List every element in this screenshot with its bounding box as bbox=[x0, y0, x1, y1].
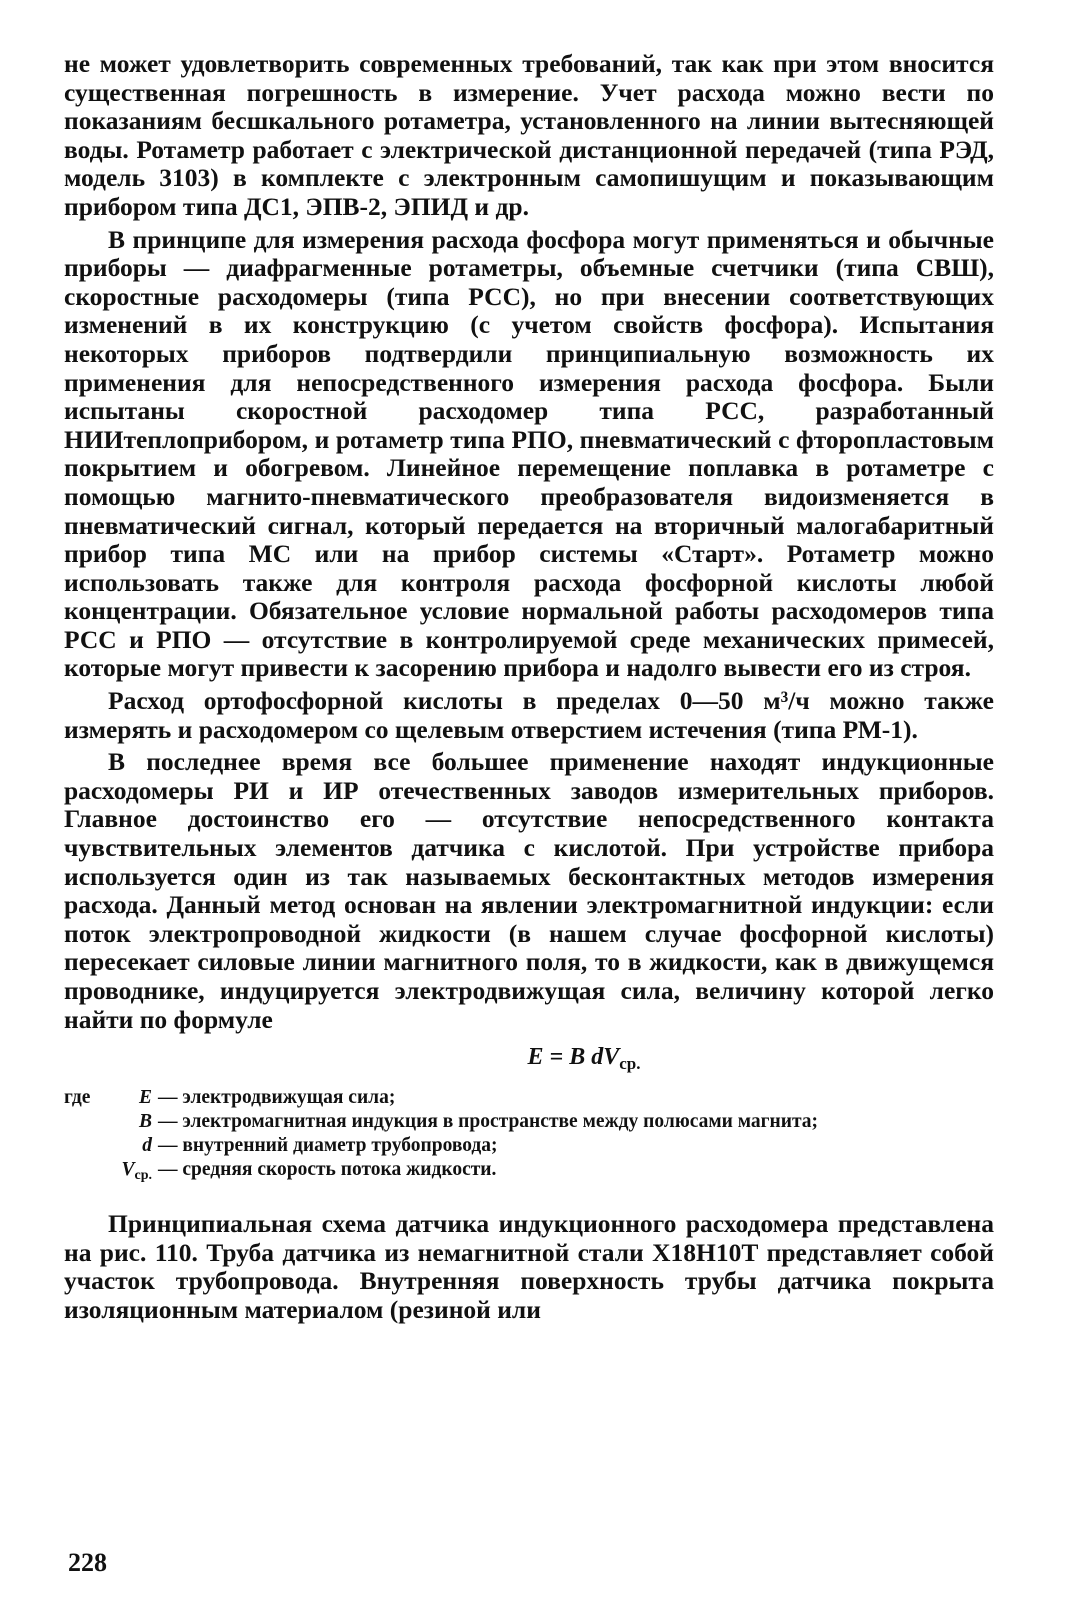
page-body bbox=[64, 50, 994, 1325]
legend-row bbox=[64, 1086, 994, 1110]
legend-row bbox=[64, 1134, 994, 1158]
formula-subscript: ср. bbox=[619, 1054, 641, 1074]
legend-description: — внутренний диаметр трубопровода; bbox=[158, 1135, 498, 1157]
legend-description: — электромагнитная индукция в пространстве между полюсами магнита; bbox=[158, 1111, 819, 1133]
legend-description: — электродвижущая сила; bbox=[158, 1087, 396, 1109]
paragraph-3: Расход ортофосфорной кислоты в пределах 0—50 м³/ч можно также измерять и расходомером со щелевым отверстием истечения (типа РМ-1). bbox=[64, 686, 994, 744]
legend-prefix: где bbox=[64, 1087, 91, 1109]
paragraph-5: Принципиальная схема датчика индукционного расходомера представлена на рис. 110. Труба датчика из немагнитной стали Х18Н10Т представляет собой участок трубопровода. Внутренняя поверхность трубы датчика покрыта изоляционным материалом (резиной или bbox=[64, 1209, 994, 1324]
legend-symbol: B bbox=[138, 1111, 152, 1133]
paragraph-1: не может удовлетворить современных требований, так как при этом вносится существенная погрешность в измерение. Учет расхода можно вести по показаниям бесшкального ротаметра, установленного на линии вытесняющей воды. Ротаметр работает с электрической дистанционной передачей (типа РЭД, модель 3103) в комплекте с электронным самопишущим и показывающим прибором типа ДС1, ЭПВ-2, ЭПИД и др. bbox=[64, 49, 994, 221]
legend-row bbox=[64, 1110, 994, 1134]
page-number: 228 bbox=[68, 1548, 107, 1577]
legend-symbol: $V_{ср.}$ bbox=[121, 1159, 152, 1184]
legend-symbol: d bbox=[142, 1135, 152, 1157]
formula bbox=[174, 1044, 994, 1074]
formula-legend bbox=[64, 1086, 994, 1188]
legend-description: — средняя скорость потока жидкости. bbox=[158, 1159, 497, 1181]
legend-symbol: E bbox=[138, 1087, 152, 1109]
paragraph-2: В принципе для измерения расхода фосфора могут применяться и обычные приборы — диафрагменные ротаметры, объемные счетчики (типа СВШ), скоростные расходомеры (типа РСС), но при внесении соответствующих изменений в их конструкцию (с учетом свойств фосфора). Испытания некоторых приборов подтвердили принципиальную возможность их применения для непосредственного измерения расхода фосфора. Были испытаны скоростной расходомер типа РСС, разработанный НИИтеплоприбором, и ротаметр типа РПО, пневматический с фторопластовым покрытием и обогревом. Линейное перемещение поплавка в ротаметре с помощью магнито-пневматического преобразователя видоизменяется в пневматический сигнал, который передается на вторичный малогабаритный прибор типа МС или на прибор системы «Старт». Ротаметр можно использовать также для контроля расхода фосфорной кислоты любой концентрации. Обязательное условие нормальной работы расходомеров типа РСС и РПО — отсутствие в контролируемой среде механических примесей, которые могут привести к засорению прибора и надолго вывести его из строя. bbox=[64, 224, 994, 683]
legend-row bbox=[64, 1158, 994, 1188]
paragraph-4: В последнее время все большее применение находят индукционные расходомеры РИ и ИР отечественных заводов измерительных приборов. Главное достоинство его — отсутствие непосредственного контакта чувствительных элементов датчика с кислотой. При устройстве прибора используется один из так называемых бесконтактных методов измерения расхода. Данный метод основан на явлении электромагнитной индукции: если поток электропроводной жидкости (в нашем случае фосфорной кислоты) пересекает силовые линии магнитного поля, то в жидкости, как в движущемся проводнике, индуцируется электродвижущая сила, величину которой легко найти по формуле bbox=[64, 747, 994, 1034]
formula-main: E = B dV bbox=[527, 1044, 620, 1071]
